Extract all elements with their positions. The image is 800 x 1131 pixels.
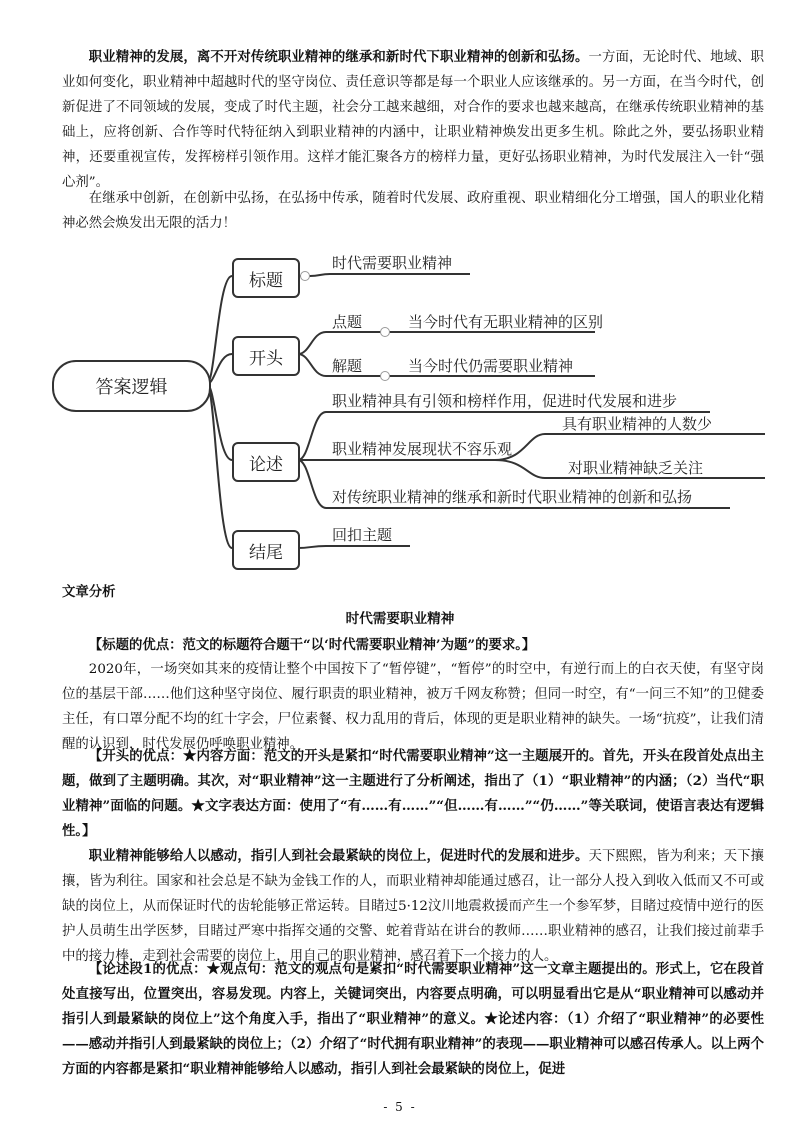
page-number: - 5 - bbox=[383, 1100, 417, 1114]
argument1-merit-note: 【论述段1的优点：★观点句：范文的观点句是紧扣“时代需要职业精神”这一文章主题提出的。形式上，它在段首处直接写出，位置突出，容易发现。内容上，关键词突出，内容要点明确，可以明显看出它是从“职业精神可以感动并指引人到最紧缺的岗位上”这个角度入手，指出了“职业精神”的意义。★论述内容：（1）介绍了“职业精神”的必要性——感动并指引人到最紧缺的岗位上；（2）介绍了“时代拥有职业精神”的表现——职业精神可以感召传承人。以上两个方面的内容都是紧扣“职业精神能够给人以感动，指引人到社会最紧缺的岗位上，促进 bbox=[62, 961, 764, 1077]
opening-item-content: 当今时代有无职业精神的区别 bbox=[408, 313, 604, 331]
argument-point-2: 职业精神发展现状不容乐观 bbox=[332, 440, 513, 458]
paragraph-lead: 职业精神的发展，离不开对传统职业精神的继承和新时代下职业精神的创新和弘扬。 bbox=[88, 49, 589, 65]
paragraph-conclusion: 在继承中创新，在创新中弘扬，在弘扬中传承，随着时代发展、政府重视、职业精细化分工增强，国人的职业化精神必然会焕发出无限的活力！ bbox=[62, 191, 764, 231]
article-title: 时代需要职业精神 bbox=[345, 611, 455, 627]
branch-opening: 开头 bbox=[232, 336, 300, 376]
title-merit-note: 【标题的优点：范文的标题符合题干“以‘时代需要职业精神’为题”的要求。】 bbox=[88, 637, 536, 653]
branch-ending: 结尾 bbox=[232, 530, 300, 570]
opening-item-label: 点题 bbox=[332, 313, 363, 331]
branch-argument: 论述 bbox=[232, 442, 300, 482]
paragraph-argument-1 bbox=[62, 844, 764, 969]
branch-title: 标题 bbox=[232, 258, 300, 298]
paragraph-lead: 职业精神能够给人以感动，指引人到社会最紧缺的岗位上，促进时代的发展和进步。 bbox=[88, 848, 589, 864]
opening-merit-note: 【开头的优点：★内容方面：范文的开头是紧扣“时代需要职业精神”这一主题展开的。首先，开头在段首处点出主题，做到了主题明确。其次，对“职业精神”这一主题进行了分析阐述，指出了（1）“职业精神”的内涵；（2）当代“职业精神”面临的问题。★文字表达方面：使用了“有……有……”“但……有……”“仍……”等关联词，使语言表达有逻辑性。】 bbox=[62, 748, 764, 839]
argument-point-3: 对传统职业精神的继承和新时代职业精神的创新和弘扬 bbox=[332, 488, 693, 506]
ending-leaf: 回扣主题 bbox=[332, 526, 393, 544]
section-heading: 文章分析 bbox=[62, 584, 116, 600]
argument-subpoint-2: 对职业精神缺乏关注 bbox=[568, 459, 704, 477]
title-leaf: 时代需要职业精神 bbox=[332, 254, 453, 272]
argument-subpoint-1: 具有职业精神的人数少 bbox=[562, 415, 713, 433]
paragraph-body: 天下熙熙，皆为利来；天下攘攘，皆为利往。国家和社会总是不缺为金钱工作的人，而职业精神却能通过感召，让一部分人投入到收入低而又不可或缺的岗位上，从而保证时代的齿轮能够正常运转。目睹过5·12汶川地震救援而产生一个参军梦，目睹过疫情中逆行的医护人员萌生出学医梦，目睹过严寒中指挥交通的交警、蛇着背站在讲台的教师……职业精神的感召，让我们接过前辈手中的接力棒，走到社会需要的岗位上，用自己的职业精神，感召着下一个接力的人。 bbox=[62, 849, 764, 964]
opening-item-label: 解题 bbox=[332, 357, 363, 375]
argument-point-1: 职业精神具有引领和榜样作用，促进时代发展和进步 bbox=[332, 392, 678, 410]
paragraph-inheritance bbox=[62, 45, 764, 195]
paragraph-body: 一方面，无论时代、地域、职业如何变化，职业精神中超越时代的坚守岗位、责任意识等都是每一个职业人应该继承的。另一方面，在当今时代，创新促进了不同领域的发展，变成了时代主题，社会分工越来越细，对合作的要求也越来越高，在继承传统职业精神的基础上，应将创新、合作等时代特征纳入到职业精神的内涵中，让职业精神焕发出更多生机。除此之外，要弘扬职业精神，还要重视宣传，发挥榜样引领作用。这样才能汇聚各方的榜样力量，更好弘扬职业精神，为时代发展注入一针“强心剂”。 bbox=[62, 50, 764, 190]
paragraph-2020: 2020年，一场突如其来的疫情让整个中国按下了“暂停键”，“暂停”的时空中，有逆行而上的白衣天使，有坚守岗位的基层干部……他们这种坚守岗位、履行职责的职业精神，被万千网友称赞；但同一时空，有“一问三不知”的卫健委主任，有口罩分配不均的红十字会，尸位素餐、权力乱用的背后，体现的更是职业精神的缺失。一场“抗疫”，让我们清醒的认识到，时代发展仍呼唤职业精神。 bbox=[62, 662, 764, 752]
answer-logic-mindmap bbox=[40, 238, 780, 578]
opening-item-content: 当今时代仍需要职业精神 bbox=[408, 357, 574, 375]
mindmap-root: 答案逻辑 bbox=[52, 360, 211, 412]
